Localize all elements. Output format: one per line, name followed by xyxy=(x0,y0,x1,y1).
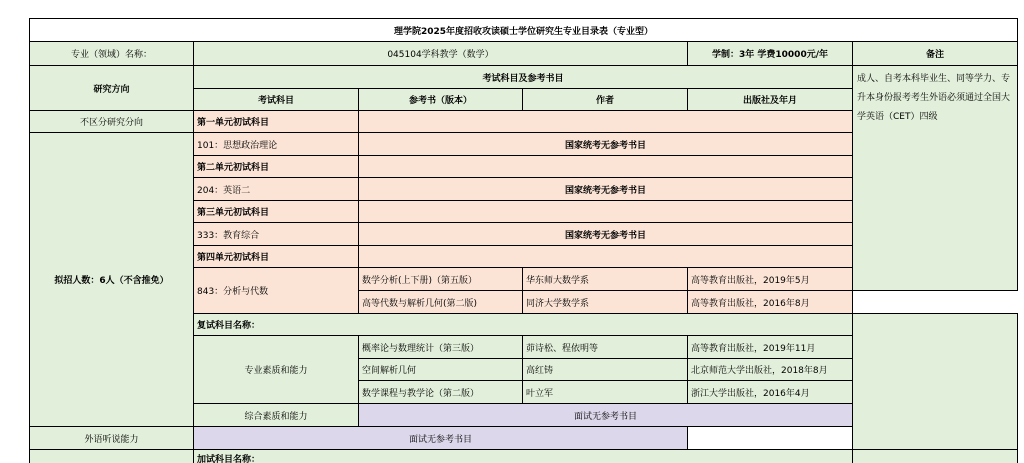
interview-subject: 综合素质和能力 xyxy=(194,404,359,427)
unit-label: 第三单元初试科目 xyxy=(194,201,359,223)
unit-subject: 333：教育综合 xyxy=(194,223,359,246)
unit-label: 第四单元初试科目 xyxy=(194,246,359,268)
quota-continuation xyxy=(30,450,194,463)
unit-reference: 国家统考无参考书目 xyxy=(359,178,853,201)
title-row xyxy=(30,19,1018,42)
book-publisher: 高等教育出版社，2016年8月 xyxy=(688,291,853,314)
page-title: 理学院2025年度招收攻读硕士学位研究生专业目录表（专业型） xyxy=(30,19,1018,42)
extra-test-row xyxy=(30,450,1018,463)
interview-reference: 面试无参考书目 xyxy=(359,404,853,427)
unit-subject: 101：思想政治理论 xyxy=(194,133,359,156)
publisher-header: 出版社及年月 xyxy=(688,89,853,111)
book-publisher: 北京师范大学出版社，2018年8月 xyxy=(688,359,853,381)
unit-label: 第一单元初试科目 xyxy=(194,111,359,133)
book-author: 茆诗松、程依明等 xyxy=(523,336,688,359)
book-author: 华东师大数学系 xyxy=(523,268,688,291)
extra-test-label: 加试科目名称： xyxy=(194,450,853,463)
book-publisher: 浙江大学出版社，2016年4月 xyxy=(688,381,853,404)
quota-text: 拟招人数：6人（不含推免） xyxy=(30,133,194,427)
remarks-header: 备注 xyxy=(853,42,1018,66)
major-label: 专业（领域）名称： xyxy=(30,42,194,66)
interview-reference: 面试无参考书目 xyxy=(194,427,688,450)
exam-group-row xyxy=(30,66,1018,89)
unit-reference: 国家统考无参考书目 xyxy=(359,223,853,246)
book-author: 同济大学数学系 xyxy=(523,291,688,314)
book-author: 叶立军 xyxy=(523,381,688,404)
subject-header: 考试科目 xyxy=(194,89,359,111)
duration-fee: 学制：3年 学费10000元/年 xyxy=(688,42,853,66)
catalog-table xyxy=(29,18,1018,463)
unit-filler xyxy=(359,201,853,223)
book-author: 高红铸 xyxy=(523,359,688,381)
remark-text: 成人、自考本科毕业生、同等学力、专升本身份报考考生外语必须通过全国大学英语（CET）四级 xyxy=(853,66,1018,291)
unit-filler xyxy=(359,111,853,133)
research-direction-header: 研究方向 xyxy=(30,66,194,111)
retest-subject: 专业素质和能力 xyxy=(194,336,359,404)
remark-continuation xyxy=(853,450,1018,463)
book-title: 高等代数与解析几何(第二版) xyxy=(359,291,523,314)
exam-group-header: 考试科目及参考书目 xyxy=(194,66,853,89)
book-title: 数学分析(上下册)（第五版） xyxy=(359,268,523,291)
unit-subject: 843：分析与代数 xyxy=(194,268,359,314)
book-title: 空间解析几何 xyxy=(359,359,523,381)
book-header: 参考书（版本） xyxy=(359,89,523,111)
book-title: 概率论与数理统计（第三版） xyxy=(359,336,523,359)
unit-label: 第二单元初试科目 xyxy=(194,156,359,178)
author-header: 作者 xyxy=(523,89,688,111)
interview-subject: 外语听说能力 xyxy=(30,427,194,450)
retest-label: 复试科目名称： xyxy=(194,314,853,336)
unit-filler xyxy=(359,246,853,268)
major-value: 045104学科教学（数学） xyxy=(194,42,688,66)
book-publisher: 高等教育出版社，2019年11月 xyxy=(688,336,853,359)
unit-reference: 国家统考无参考书目 xyxy=(359,133,853,156)
book-title: 数学课程与教学论（第二版） xyxy=(359,381,523,404)
unit-filler xyxy=(359,156,853,178)
unit-subject: 204：英语二 xyxy=(194,178,359,201)
major-row xyxy=(30,42,1018,66)
book-publisher: 高等教育出版社，2019年5月 xyxy=(688,268,853,291)
remark-empty-cell xyxy=(853,314,1018,450)
research-direction-value: 不区分研究分向 xyxy=(30,111,194,133)
